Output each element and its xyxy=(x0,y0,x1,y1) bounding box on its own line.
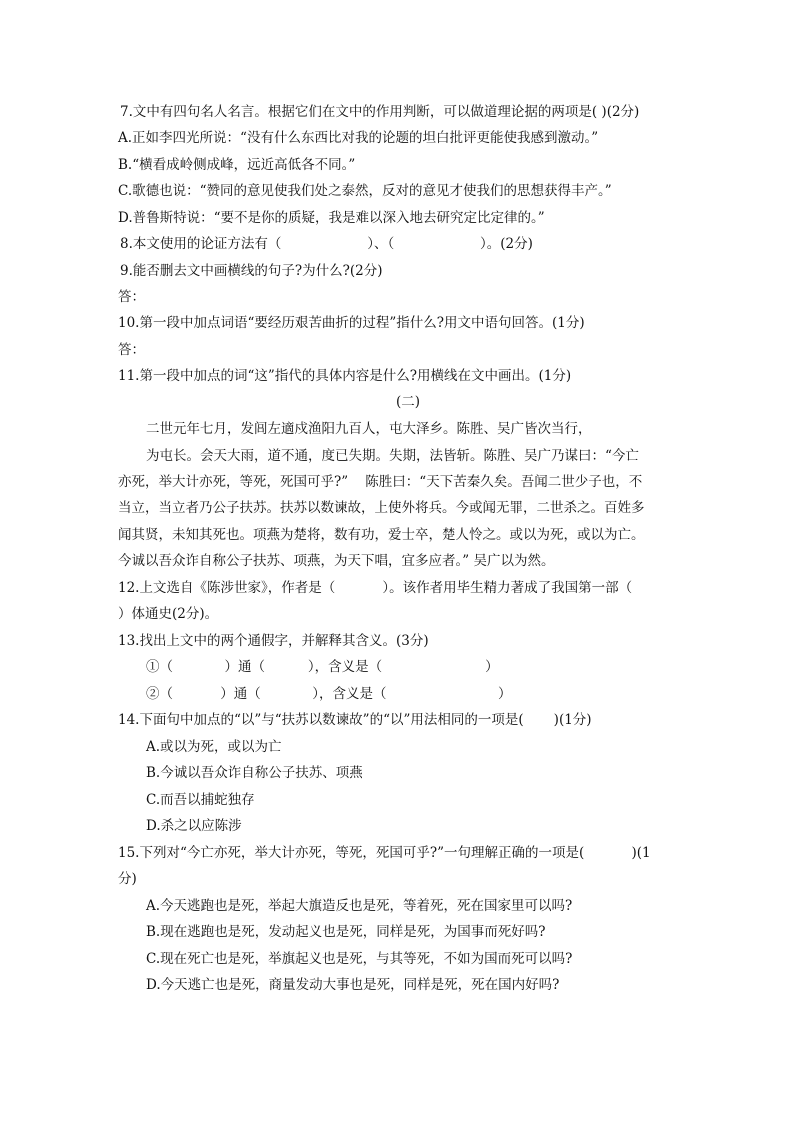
q14-option-b: B.今诚以吾众诈自称公子扶苏、项燕 xyxy=(146,765,363,781)
q14-option-c: C.而吾以捕蛇独存 xyxy=(146,792,255,808)
q15-stem-line-2: 分) xyxy=(118,871,137,887)
q7-option-b: B.“横看成岭侧成峰，远近高低各不同。” xyxy=(118,157,356,173)
q14-stem: 14.下面句中加点的“以”与“扶苏以数谏故”的“以”用法相同的一项是( )(1分) xyxy=(118,712,592,728)
q13-item-1: ①（ ）通（ ），含义是（ ） xyxy=(146,659,499,675)
passage-line-4: 当立，当立者乃公子扶苏。扶苏以数谏故，上使外将兵。今或闻无罪，二世杀之。百姓多 xyxy=(118,500,645,516)
q9-stem: 9.能否删去文中画横线的句子?为什么?(2分) xyxy=(120,263,383,279)
q13-item-2: ②（ ）通（ ），含义是（ ） xyxy=(146,686,512,702)
q10-stem: 10.第一段中加点词语“要经历艰苦曲折的过程”指什么?用文中语句回答。(1分) xyxy=(118,315,585,331)
q14-option-d: D.杀之以应陈涉 xyxy=(146,818,242,834)
q11-stem: 11.第一段中加点的词“这”指代的具体内容是什么?用横线在文中画出。(1分) xyxy=(118,368,572,384)
q7-stem: 7.文中有四句名人名言。根据它们在文中的作用判断，可以做道理论据的两项是( )(2分) xyxy=(120,104,640,120)
passage-heading: (二) xyxy=(396,394,421,410)
q15-stem-line-1: 15.下列对“今亡亦死，举大计亦死，等死，死国可乎?”一句理解正确的一项是( )(1 xyxy=(118,845,651,861)
passage-line-1: 二世元年七月，发闾左適戍渔阳九百人，屯大泽乡。陈胜、吴广皆次当行， xyxy=(146,421,592,437)
q8-stem: 8.本文使用的论证方法有（ ）、（ ）。(2分) xyxy=(120,236,533,252)
passage-line-6: 今诚以吾众诈自称公子扶苏、项燕，为天下唱，宜多应者。” 吴广以为然。 xyxy=(118,553,555,569)
answer-label-2: 答： xyxy=(118,342,145,358)
q12-stem-line-1: 12.上文选自《陈涉世家》，作者是（ ）。该作者用毕生精力著成了我国第一部（ xyxy=(118,580,633,596)
passage-line-2: 为屯长。会天大雨，道不通，度已失期。失期，法皆斩。陈胜、吴广乃谋曰：“今亡 xyxy=(146,448,639,464)
q15-option-a: A.今天逃跑也是死，举起大旗造反也是死，等着死，死在国家里可以吗? xyxy=(146,898,573,914)
q12-stem-line-2: ）体通史(2分)。 xyxy=(118,606,219,622)
q7-option-c: C.歌德也说：“赞同的意见使我们处之泰然，反对的意见才使我们的思想获得丰产。” xyxy=(118,183,612,199)
answer-label-1: 答： xyxy=(118,289,145,305)
q7-option-d: D.普鲁斯特说：“要不是你的质疑，我是难以深入地去研究定比定律的。” xyxy=(118,210,545,226)
q14-option-a: A.或以为死，或以为亡 xyxy=(146,739,282,755)
q15-option-b: B.现在逃跑也是死，发动起义也是死，同样是死，为国事而死好吗? xyxy=(146,924,546,940)
q7-option-a: A.正如李四光所说：“没有什么东西比对我的论题的坦白批评更能使我感到激动。” xyxy=(118,130,599,146)
q15-option-d: D.今天逃亡也是死，商量发动大事也是死，同样是死，死在国内好吗? xyxy=(146,977,560,993)
q15-option-c: C.现在死亡也是死，举旗起义也是死，与其等死，不如为国而死可以吗? xyxy=(146,951,573,967)
passage-line-5: 闻其贤，未知其死也。项燕为楚将，数有功，爱士卒，楚人怜之。或以为死，或以为亡。 xyxy=(118,527,645,543)
q13-stem: 13.找出上文中的两个通假字，并解释其含义。(3分) xyxy=(118,633,429,649)
passage-line-3: 亦死，举大计亦死，等死，死国可乎?” 陈胜曰：“天下苦秦久矣。吾闻二世少子也，不 xyxy=(118,474,643,490)
